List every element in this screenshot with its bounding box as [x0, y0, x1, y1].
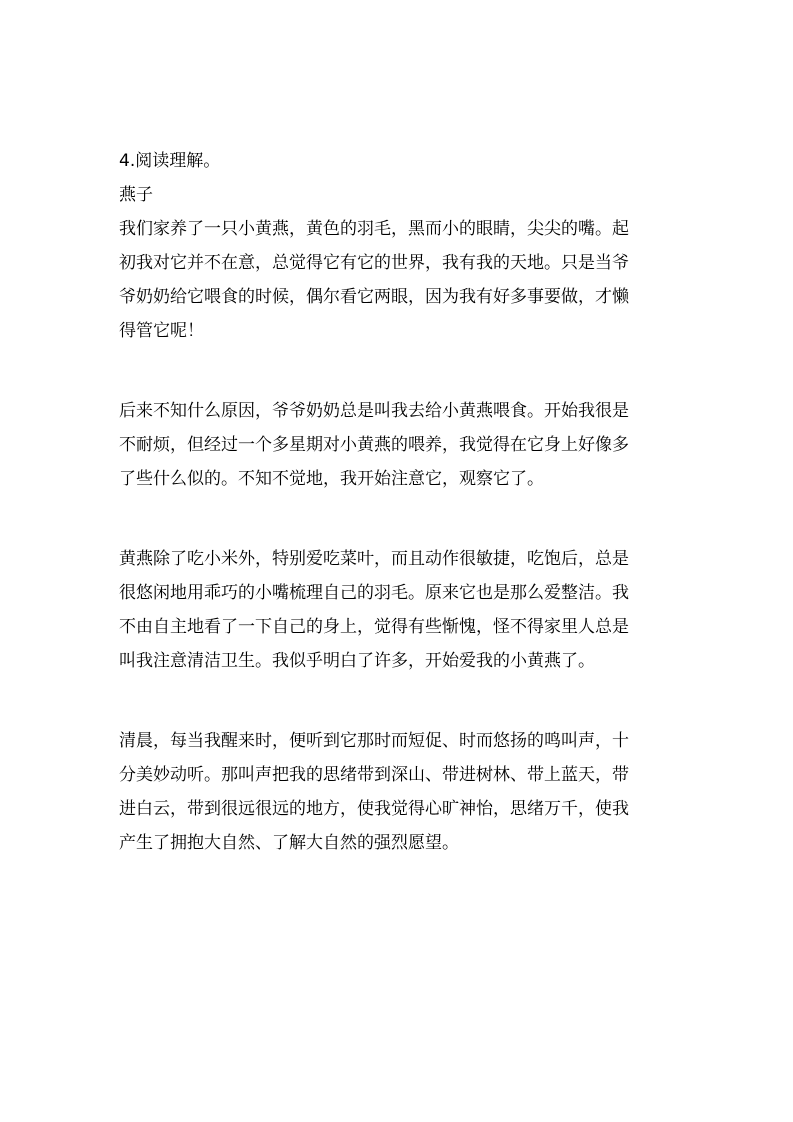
paragraph-line: 得管它呢！ — [119, 321, 204, 341]
paragraph-line: 不由自主地看了一下自己的身上，觉得有些惭愧，怪不得家里人总是 — [119, 617, 629, 637]
paragraph-4 — [119, 724, 679, 860]
paragraph-line: 了些什么似的。不知不觉地，我开始注意它，观察它了。 — [119, 469, 544, 489]
paragraph-line: 叫我注意清洁卫生。我似乎明白了许多，开始爱我的小黄燕了。 — [119, 651, 595, 671]
document-body — [119, 144, 679, 860]
paragraph-line: 爷奶奶给它喂食的时候，偶尔看它两眼，因为我有好多事要做，才懒 — [119, 287, 629, 307]
question-label: 4.阅读理解。 — [119, 151, 221, 171]
paragraph-line: 不耐烦，但经过一个多星期对小黄燕的喂养，我觉得在它身上好像多 — [119, 435, 629, 455]
paragraph-line: 我们家养了一只小黄燕，黄色的羽毛，黑而小的眼睛，尖尖的嘴。起 — [119, 219, 629, 239]
paragraph-line: 黄燕除了吃小米外，特别爱吃菜叶，而且动作很敏捷，吃饱后，总是 — [119, 549, 629, 569]
paragraph-line: 清晨，每当我醒来时，便听到它那时而短促、时而悠扬的鸣叫声，十 — [119, 731, 629, 751]
paragraph-spacer — [119, 348, 679, 394]
paragraph-spacer — [119, 496, 679, 542]
article-title: 燕子 — [119, 185, 153, 205]
paragraph-line: 产生了拥抱大自然、了解大自然的强烈愿望。 — [119, 833, 459, 853]
paragraph-2 — [119, 394, 679, 496]
paragraph-3 — [119, 542, 679, 678]
paragraph-line: 很悠闲地用乖巧的小嘴梳理自己的羽毛。原来它也是那么爱整洁。我 — [119, 583, 629, 603]
paragraph-1 — [119, 212, 679, 348]
paragraph-spacer — [119, 678, 679, 724]
paragraph-line: 后来不知什么原因，爷爷奶奶总是叫我去给小黄燕喂食。开始我很是 — [119, 401, 629, 421]
paragraph-line: 初我对它并不在意，总觉得它有它的世界，我有我的天地。只是当爷 — [119, 253, 629, 273]
paragraph-line: 分美妙动听。那叫声把我的思绪带到深山、带进树林、带上蓝天，带 — [119, 765, 629, 785]
paragraph-line: 进白云，带到很远很远的地方，使我觉得心旷神怡，思绪万千，使我 — [119, 799, 629, 819]
